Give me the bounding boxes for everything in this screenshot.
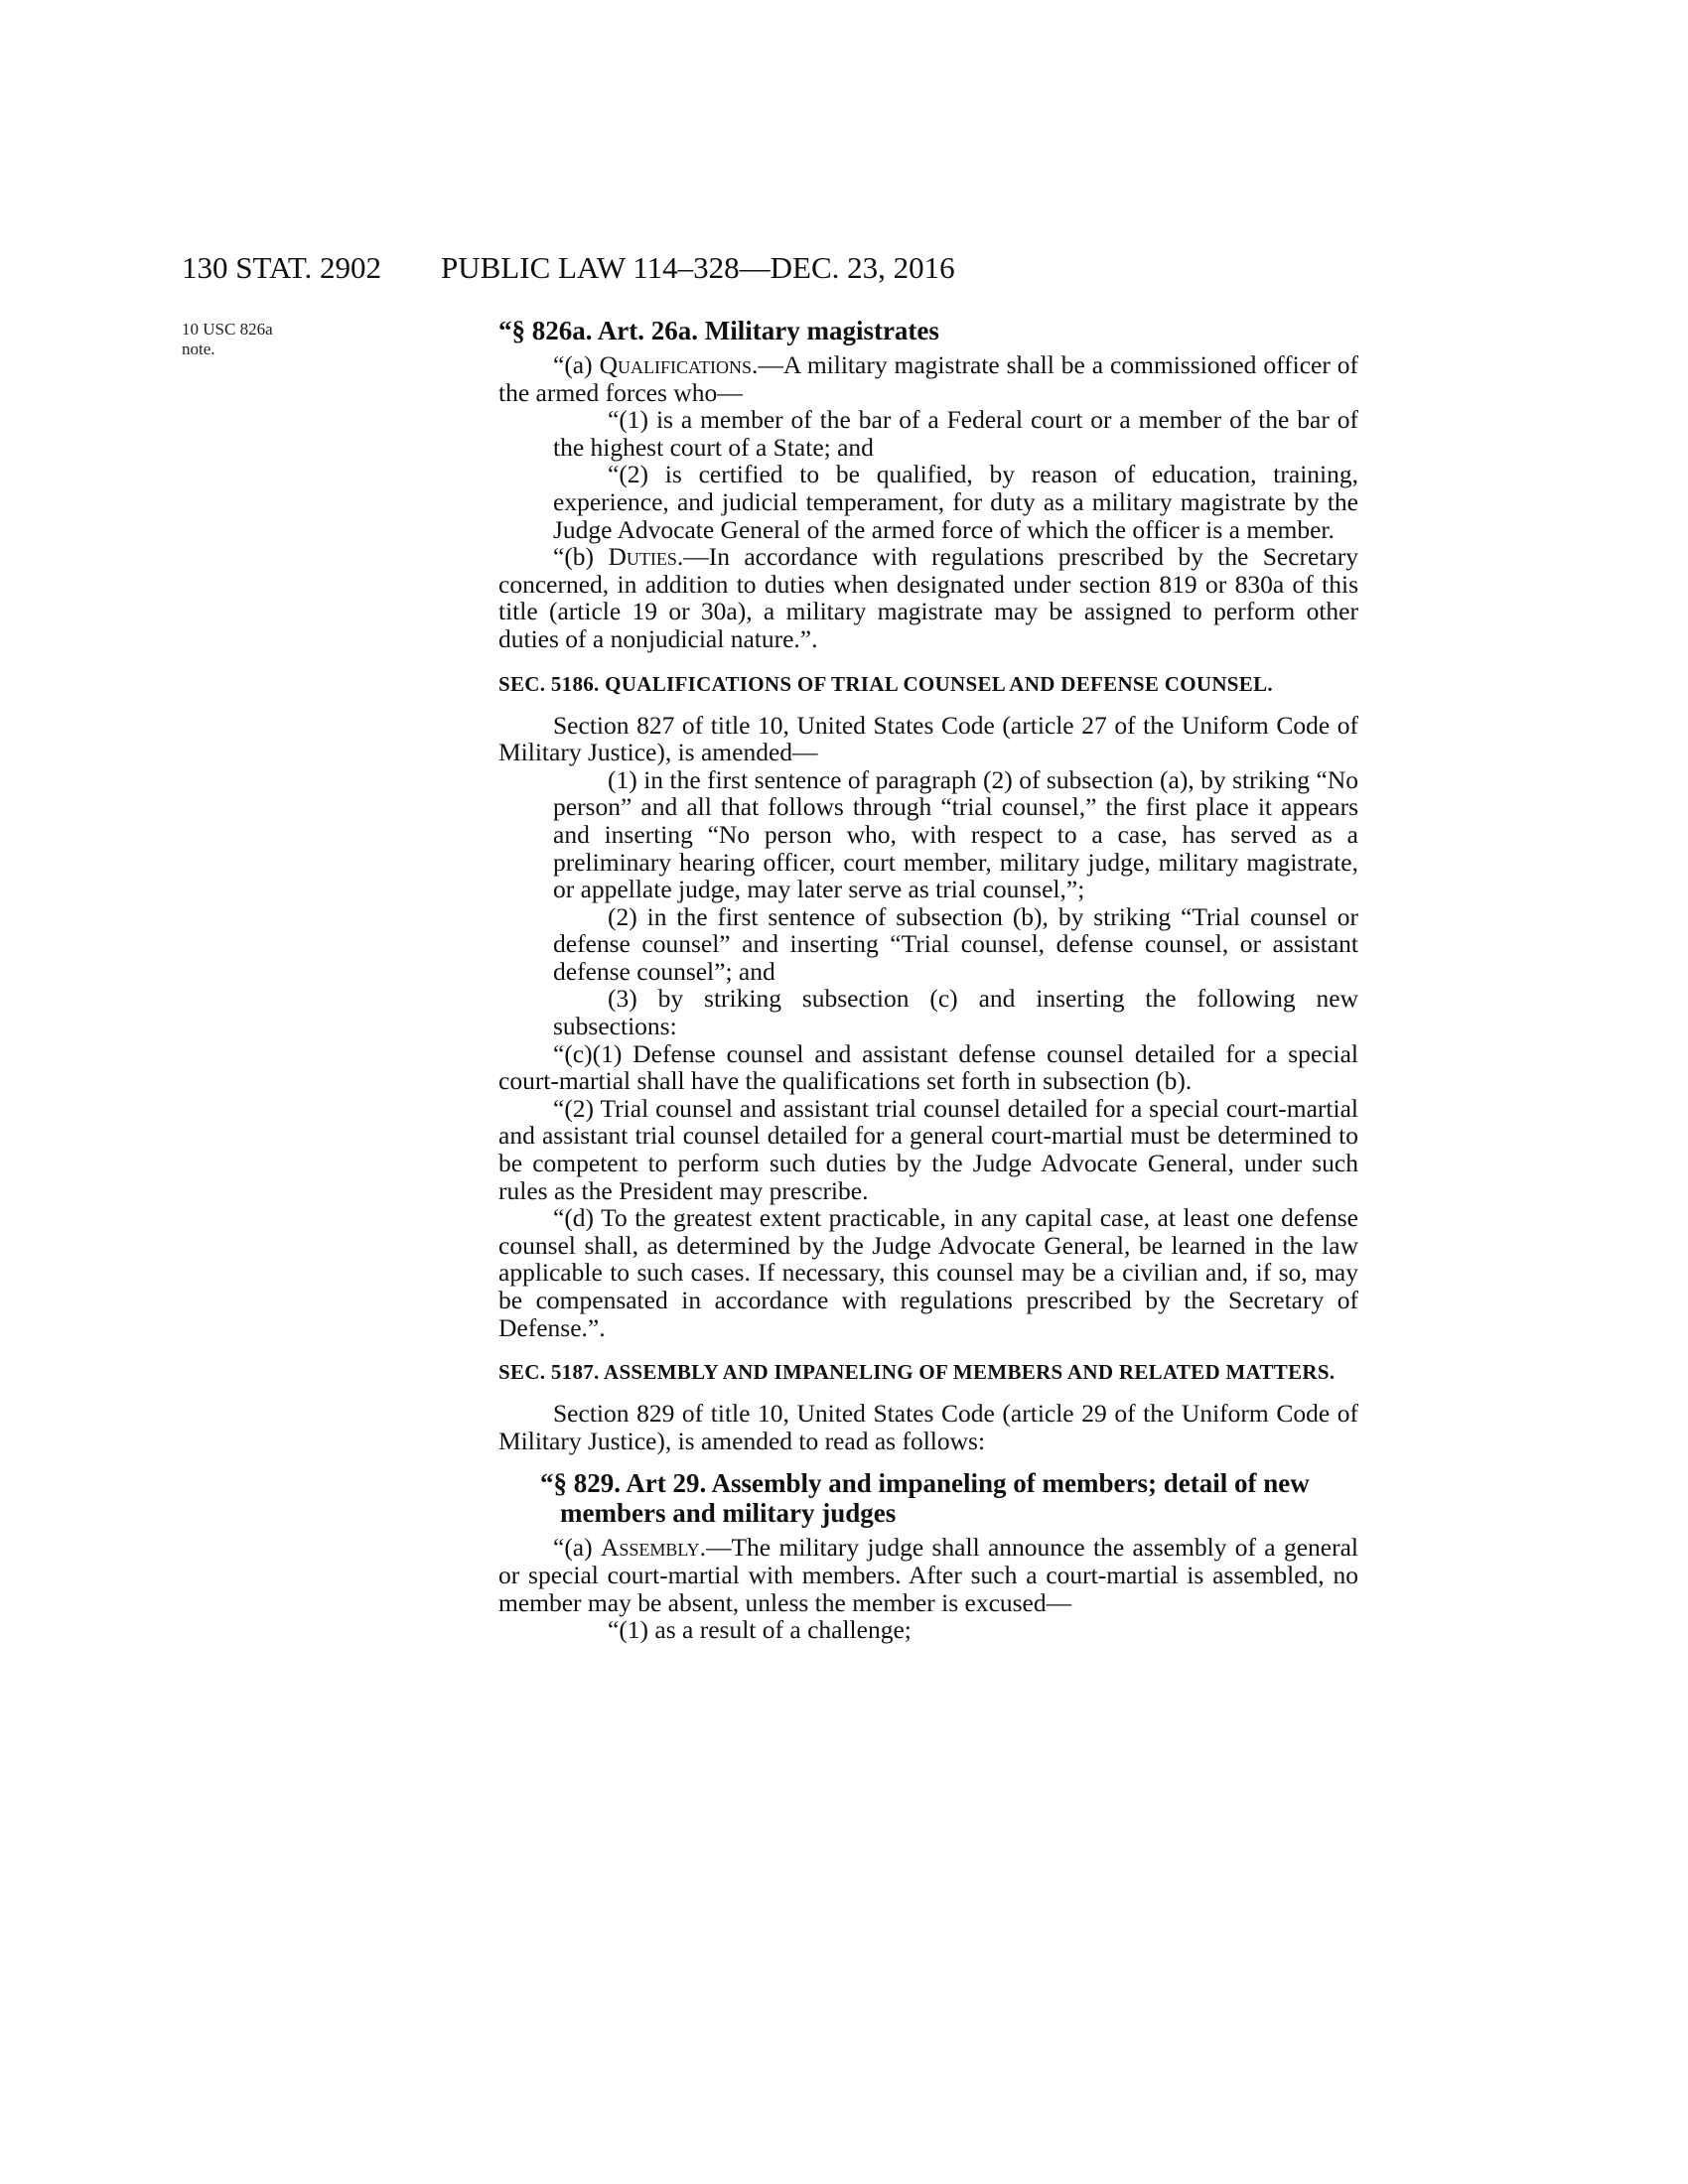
art26a-heading: “§ 826a. Art. 26a. Military magistrates	[498, 316, 939, 345]
sec-5186-intro: Section 827 of title 10, United States Code (article 27 of the Uniform Code of Military Justice), is amended—	[498, 710, 1358, 767]
art29-paragraph-1: “(1) as a result of a challenge;	[608, 1615, 912, 1645]
art26a-paragraph-1: “(1) is a member of the bar of a Federal court or a member of the bar of the highest court of a State; and	[553, 405, 1358, 462]
sec-5187-heading: SEC. 5187. ASSEMBLY AND IMPANELING OF MEMBERS AND RELATED MATTERS.	[498, 1360, 1336, 1385]
sec-5186-item-3: (3) by striking subsection (c) and inserting the following new subsections:	[553, 984, 1358, 1041]
page-header	[182, 248, 1373, 288]
document-body	[498, 316, 1358, 1644]
sec-5187-intro: Section 829 of title 10, United States Code (article 29 of the Uniform Code of Military Justice), is amended to read as follows:	[498, 1399, 1358, 1455]
subsection-caption: Assembly	[600, 1533, 700, 1563]
sec-5186-subsection-d: “(d) To the greatest extent practicable, in any capital case, at least one defense counsel shall, as determined by the Judge Advocate General, be learned in the law applicable to such cases. If necessary, this counsel may be a civilian and, if so, may be compensated in accordance with regulations prescribed by the Secretary of Defense.”.	[498, 1203, 1358, 1342]
sec-5186-subsection-c1: “(c)(1) Defense counsel and assistant defense counsel detailed for a special court-martial shall have the qualifications set forth in subsection (b).	[498, 1038, 1358, 1096]
art29-heading: “§ 829. Art 29. Assembly and impaneling of members; detail of new members and military judges	[540, 1468, 1310, 1529]
sec-5186-item-2: (2) in the first sentence of subsection (b), by striking “Trial counsel or defense counsel” and inserting “Trial counsel, defense counsel, or assistant defense counsel”; and	[553, 901, 1358, 986]
statute-citation: 130 STAT. 2902	[182, 250, 382, 285]
art29-subsection-a: “(a) Assembly.—The military judge shall announce the assembly of a general or special court-martial with members. After such a court-martial is assembled, no member may be absent, unless the member is excused—	[498, 1533, 1358, 1617]
margin-note: 10 USC 826a note.	[182, 320, 273, 358]
sec-5186-subsection-c2: “(2) Trial counsel and assistant trial counsel detailed for a special court-martial and assistant trial counsel detailed for a general court-martial must be determined to be competent to perform such duties by the Judge Advocate General, under such rules as the President may prescribe.	[498, 1093, 1358, 1205]
art26a-subsection-a: “(a) Qualifications.—A military magistrate shall be a commissioned officer of the armed forces who—	[498, 350, 1359, 407]
public-law-title: PUBLIC LAW 114–328—DEC. 23, 2016	[441, 250, 955, 285]
subsection-caption: Qualifications	[599, 350, 752, 379]
art26a-paragraph-2: “(2) is certified to be qualified, by reason of education, training, experience, and judicial temperament, for duty as a military magistrate by the Judge Advocate General of the armed force of which the officer is a member.	[553, 460, 1358, 544]
art26a-subsection-b: “(b) Duties.—In accordance with regulations prescribed by the Secretary concerned, in addition to duties when designated under section 819 or 830a of this title (article 19 or 30a), a military magistrate may be assigned to perform other duties of a nonjudicial nature.”.	[498, 542, 1358, 653]
sec-5186-item-1: (1) in the first sentence of paragraph (2) of subsection (a), by striking “No person” and all that follows through “trial counsel,” the first place it appears and inserting “No person who, with respect to a case, has served as a preliminary hearing officer, court member, military judge, military magistrate, or appellate judge, may later serve as trial counsel,”;	[553, 764, 1358, 904]
subsection-caption: Duties	[608, 542, 677, 572]
sec-5186-heading: SEC. 5186. QUALIFICATIONS OF TRIAL COUNSEL AND DEFENSE COUNSEL.	[498, 671, 1273, 696]
